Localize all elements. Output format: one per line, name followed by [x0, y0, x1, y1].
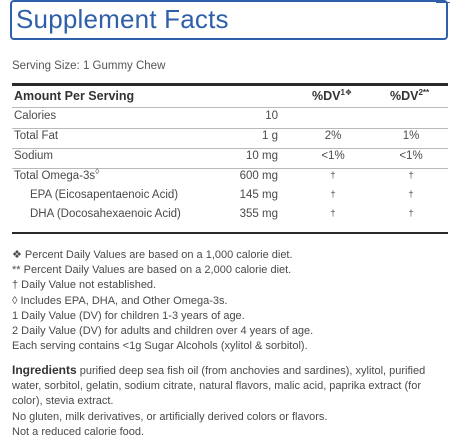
footnote: 2 Daily Value (DV) for adults and children over 4 years of age. — [12, 325, 314, 338]
amount-per-serving-header: Amount Per Serving — [14, 89, 135, 103]
nutrient-label — [14, 167, 100, 182]
footnotes — [12, 248, 313, 354]
row-divider — [12, 168, 448, 169]
disclaimer-line: Not a reduced calorie food. — [12, 425, 145, 438]
nutrient-label: DHA (Docosahexaenoic Acid) — [30, 208, 181, 220]
dv1-header-sup: 1❖ — [340, 87, 353, 97]
ingredients-line: color), stevia extract. — [12, 395, 114, 408]
nutrient-amount: 10 mg — [246, 150, 278, 162]
ingredients-block — [12, 363, 452, 440]
ingredients-heading: Ingredients — [12, 363, 77, 377]
corner-mark — [436, 0, 450, 3]
dv2-header-sup: 2** — [418, 87, 430, 97]
dv1-header — [312, 89, 352, 103]
table-row — [0, 189, 460, 208]
nutrient-label: Total Fat — [14, 130, 59, 142]
nutrient-label-sup: ◊ — [95, 167, 100, 177]
nutrient-dv2: <1% — [399, 150, 423, 162]
footnote: Each serving contains <1g Sugar Alcohols (xylitol & sorbitol). — [12, 340, 308, 353]
nutrient-dv2: 1% — [402, 130, 420, 142]
nutrient-dv1: <1% — [321, 150, 345, 162]
page-title: Supplement Facts — [16, 4, 229, 34]
nutrient-amount: 600 mg — [239, 170, 278, 182]
nutrient-amount: 1 g — [262, 130, 278, 142]
ingredients-line — [12, 363, 452, 379]
nutrient-dv2: † — [408, 170, 414, 180]
nutrient-amount: 355 mg — [239, 208, 278, 220]
nutrient-dv2: † — [408, 208, 414, 218]
title-box — [10, 0, 448, 40]
nutrient-dv2: † — [408, 189, 414, 199]
ingredients-line: water, sorbitol, gelatin, sodium citrate, natural flavors, malic acid, paprika extract (for — [12, 380, 422, 393]
row-divider — [12, 128, 448, 129]
footnote: ** Percent Daily Values are based on a 2,000 calorie diet. — [12, 264, 292, 277]
dv2-header-label: %DV — [390, 89, 419, 103]
nutrient-dv1: † — [330, 189, 336, 199]
table-row — [0, 208, 460, 227]
table-bottom-rule — [12, 232, 448, 234]
footnote: ❖ Percent Daily Values are based on a 1,000 calorie diet. — [12, 249, 293, 261]
row-divider — [12, 148, 448, 149]
nutrient-label: EPA (Eicosapentaenoic Acid) — [30, 189, 179, 201]
nutrient-dv1: † — [330, 208, 336, 218]
nutrient-label: Calories — [14, 110, 57, 122]
serving-size: Serving Size: 1 Gummy Chew — [12, 60, 166, 72]
table-row — [0, 150, 460, 169]
table-row — [0, 167, 460, 189]
footnote: ◊ Includes EPA, DHA, and Other Omega-3s. — [12, 294, 228, 307]
header-rule — [12, 83, 448, 86]
row-divider — [12, 107, 448, 108]
dv1-header-label: %DV — [312, 89, 341, 103]
ingredients-text: purified deep sea fish oil (from anchovies and sardines), xylitol, purified — [76, 365, 426, 377]
nutrient-dv1: † — [330, 170, 336, 180]
footnote: † Daily Value not established. — [12, 279, 157, 292]
nutrient-amount: 10 — [265, 110, 278, 122]
nutrient-label: Sodium — [14, 150, 53, 162]
nutrient-label-text: Total Omega-3s — [14, 170, 96, 182]
table-row — [0, 110, 460, 129]
table-row — [0, 130, 460, 149]
nutrient-amount: 145 mg — [239, 189, 278, 201]
dv2-header — [390, 89, 429, 103]
footnote: 1 Daily Value (DV) for children 1-3 years of age. — [12, 309, 245, 322]
disclaimer-line: No gluten, milk derivatives, or artificially derived colors or flavors. — [12, 410, 328, 423]
nutrient-dv1: 2% — [324, 130, 342, 142]
